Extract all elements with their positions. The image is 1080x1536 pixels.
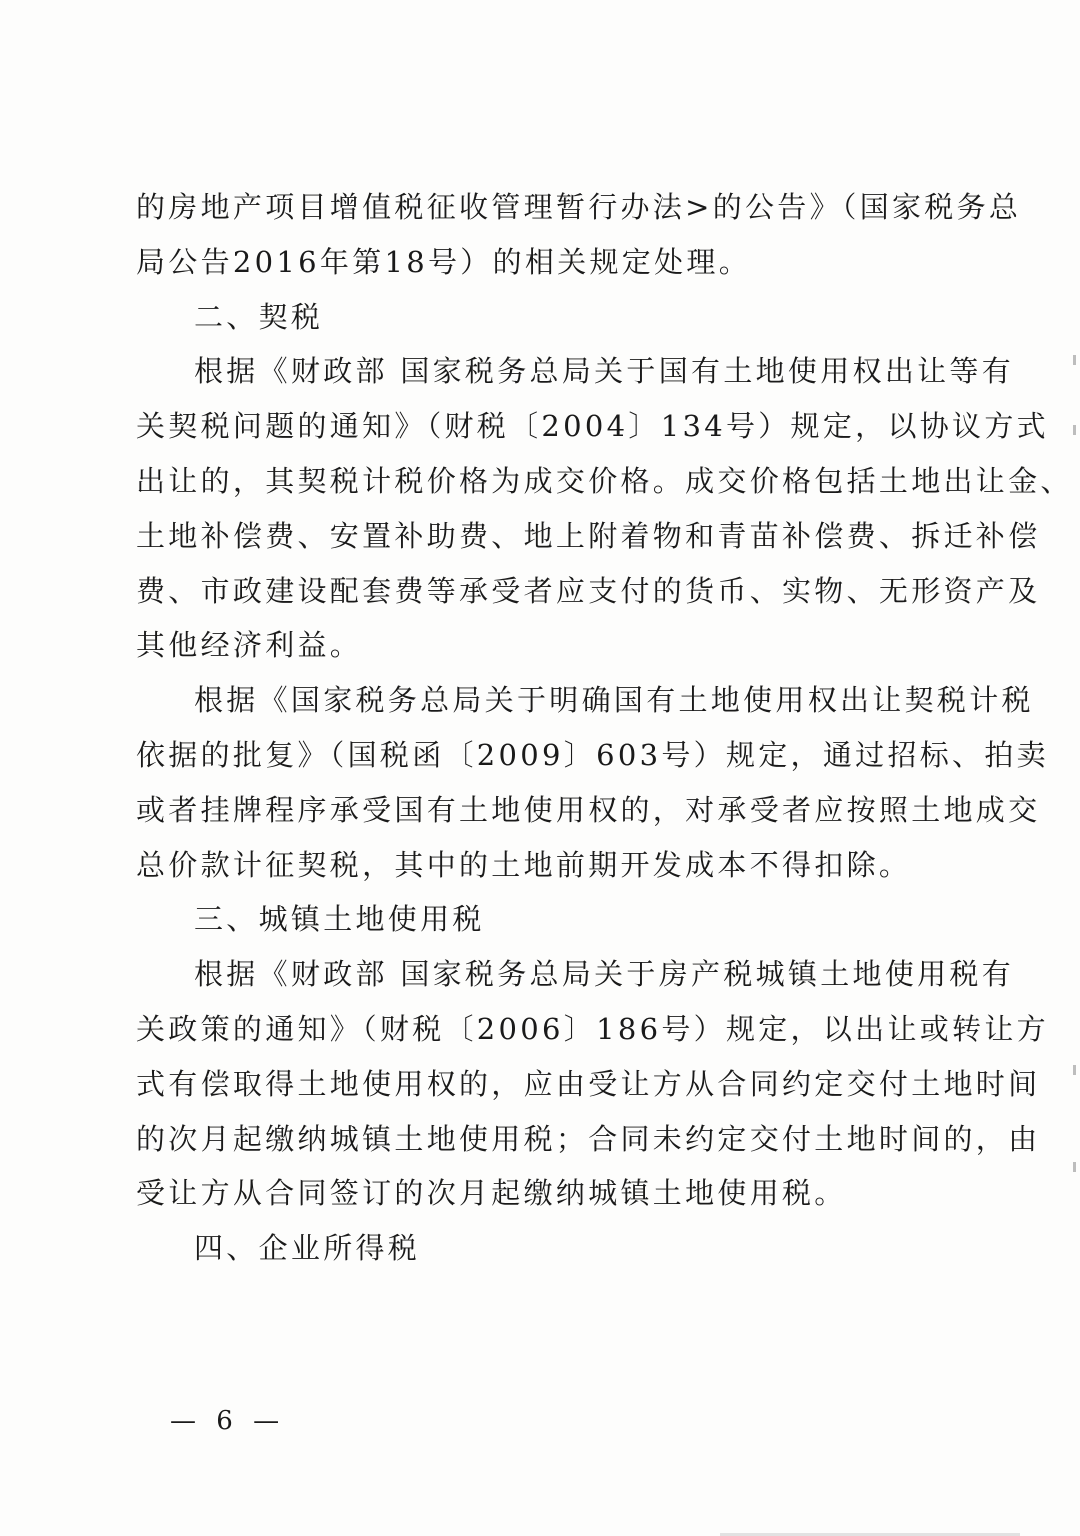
text-line: 的房地产项目增值税征收管理暂行办法>的公告》（国家税务总 (136, 190, 1022, 224)
text-line: 关政策的通知》（财税〔2006〕186号）规定，以出让或转让方 (136, 1011, 1049, 1046)
text-line: 关契税问题的通知》（财税〔2004〕134号）规定，以协议方式 (136, 409, 1049, 444)
scan-edge-mark (1073, 1162, 1076, 1172)
text-line: 出让的，其契税计税价格为成交价格。成交价格包括土地出让金、 (136, 463, 1073, 498)
scan-edge-mark (1073, 355, 1076, 365)
scan-edge-mark (1073, 1065, 1076, 1075)
text-line: 受让方从合同签订的次月起缴纳城镇土地使用税。 (136, 1176, 847, 1211)
scan-edge-mark (1073, 425, 1076, 435)
text-line: 依据的批复》（国税函〔2009〕603号）规定，通过招标、拍卖 (136, 737, 1049, 772)
text-line: 费、市政建设配套费等承受者应支付的货币、实物、无形资产及 (136, 573, 1041, 608)
text-line: 根据《财政部 国家税务总局关于国有土地使用权出让等有 (194, 354, 1015, 389)
section-heading-land-use-tax: 三、城镇土地使用税 (194, 902, 485, 937)
text-line: 其他经济利益。 (136, 628, 363, 663)
section-heading-corporate-income-tax: 四、企业所得税 (194, 1231, 421, 1266)
page-number: — 6 — (170, 1406, 286, 1436)
text-line: 或者挂牌程序承受国有土地使用权的，对承受者应按照土地成交 (136, 792, 1041, 827)
document-body (136, 180, 1073, 1276)
text-line: 根据《财政部 国家税务总局关于房产税城镇土地使用税有 (194, 957, 1015, 992)
text-line: 土地补偿费、安置补助费、地上附着物和青苗补偿费、拆迁补偿 (136, 518, 1041, 553)
text-line: 局公告2016年第18号）的相关规定处理。 (136, 244, 752, 279)
text-line: 总价款计征契税，其中的土地前期开发成本不得扣除。 (136, 847, 912, 882)
text-line: 的次月起缴纳城镇土地使用税；合同未约定交付土地时间的，由 (136, 1121, 1041, 1156)
section-heading-deed-tax: 二、契税 (194, 299, 324, 334)
text-line: 根据《国家税务总局关于明确国有土地使用权出让契税计税 (194, 683, 1034, 718)
text-line: 式有偿取得土地使用权的，应由受让方从合同约定交付土地时间 (136, 1066, 1041, 1101)
